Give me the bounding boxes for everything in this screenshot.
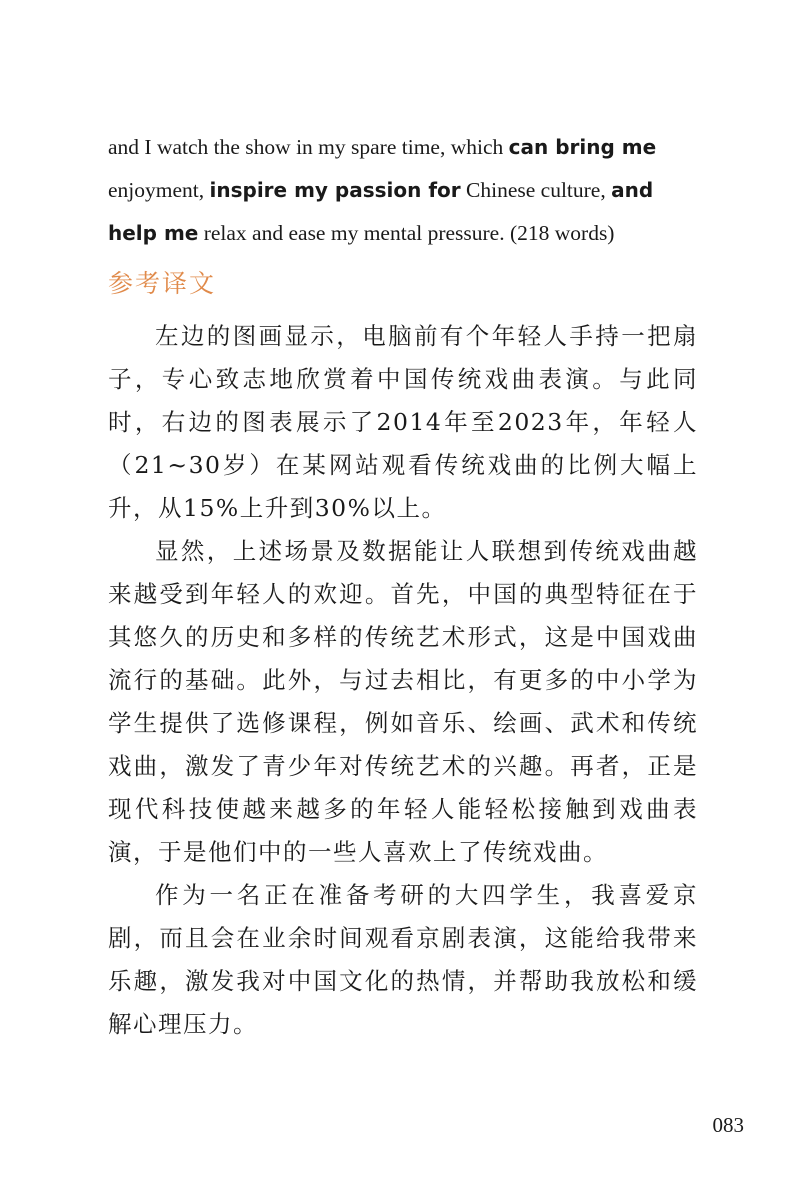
english-text: and I watch the show in my spare time, which <box>108 135 509 159</box>
english-line-3 <box>108 212 694 255</box>
english-bold-phrase: help me <box>108 221 199 245</box>
page-number: 083 <box>712 1113 744 1137</box>
english-line-1 <box>108 126 694 169</box>
translation-paragraph-2: 显然，上述场景及数据能让人联想到传统戏曲越来越受到年轻人的欢迎。首先，中国的典型特征在于其悠久的历史和多样的传统艺术形式，这是中国戏曲流行的基础。此外，与过去相比，有更多的中小学为学生提供了选修课程，例如音乐、绘画、武术和传统戏曲，激发了青少年对传统艺术的兴趣。再者，正是现代科技使越来越多的年轻人能轻松接触到戏曲表演，于是他们中的一些人喜欢上了传统戏曲。 <box>108 537 698 866</box>
english-text: Chinese culture, <box>460 178 612 202</box>
english-essay-ending <box>108 126 694 255</box>
translation-paragraph-3: 作为一名正在准备考研的大四学生，我喜爱京剧，而且会在业余时间观看京剧表演，这能给我带来乐趣，激发我对中国文化的热情，并帮助我放松和缓解心理压力。 <box>108 881 698 1038</box>
english-text: relax and ease my mental pressure. (218 words) <box>198 221 615 245</box>
english-bold-phrase: inspire my passion for <box>209 178 461 202</box>
english-bold-phrase: can bring me <box>508 135 657 159</box>
english-line-2 <box>108 169 694 212</box>
chinese-translation <box>108 315 698 1046</box>
section-heading-reference-translation: 参考译文 <box>108 269 217 298</box>
english-bold-phrase: and <box>611 178 654 202</box>
english-text: enjoyment, <box>108 178 210 202</box>
translation-paragraph-1: 左边的图画显示，电脑前有个年轻人手持一把扇子，专心致志地欣赏着中国传统戏曲表演。与此同时，右边的图表展示了2014年至2023年，年轻人（21~30岁）在某网站观看传统戏曲的比例大幅上升，从15%上升到30%以上。 <box>108 322 698 522</box>
